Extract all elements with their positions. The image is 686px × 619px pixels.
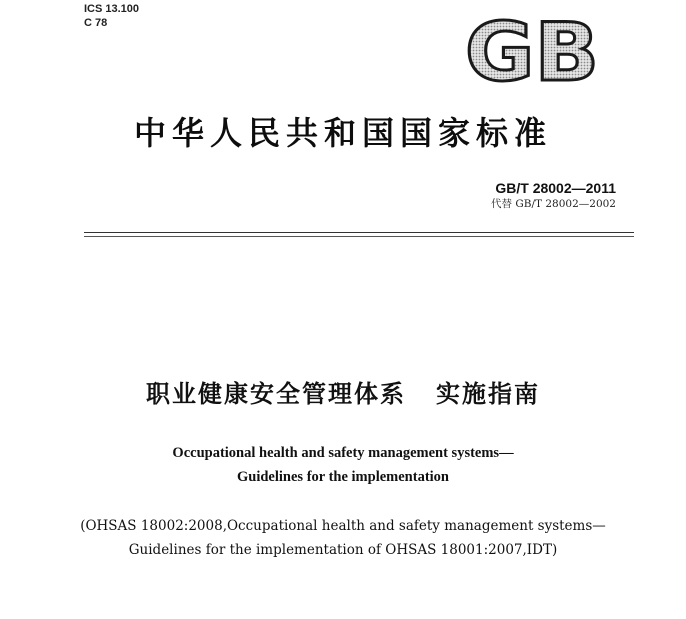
replaced-standard: 代替 GB/T 28002—2002 bbox=[491, 198, 616, 210]
gb-logo bbox=[463, 16, 601, 88]
standard-number-block bbox=[491, 180, 616, 211]
document-title-cn bbox=[0, 374, 686, 409]
classification-codes bbox=[84, 2, 139, 30]
header-divider-secondary bbox=[84, 236, 634, 237]
equivalence-note bbox=[0, 514, 686, 562]
ics-code: ICS 13.100 bbox=[84, 3, 140, 15]
gb-logo-text: GB bbox=[465, 16, 599, 88]
ccs-code: C 78 bbox=[84, 17, 108, 29]
document-title-en bbox=[0, 441, 686, 489]
equivalence-line1: (OHSAS 18002:2008,Occupational health and safety management systems— bbox=[80, 518, 606, 534]
header-divider bbox=[84, 232, 634, 233]
standard-number: GB/T 28002—2011 bbox=[495, 180, 616, 196]
equivalence-line2: Guidelines for the implementation of OHSAS 18001:2007,IDT) bbox=[128, 542, 558, 558]
document-title-en-line2: Guidelines for the implementation bbox=[237, 469, 449, 485]
national-standard-title: 中华人民共和国国家标准 bbox=[133, 114, 552, 152]
document-title-en-line1: Occupational health and safety management systems— bbox=[172, 445, 514, 461]
document-title-cn-part1: 职业健康安全管理体系 bbox=[146, 380, 406, 408]
document-title-cn-part2: 实施指南 bbox=[436, 380, 540, 408]
